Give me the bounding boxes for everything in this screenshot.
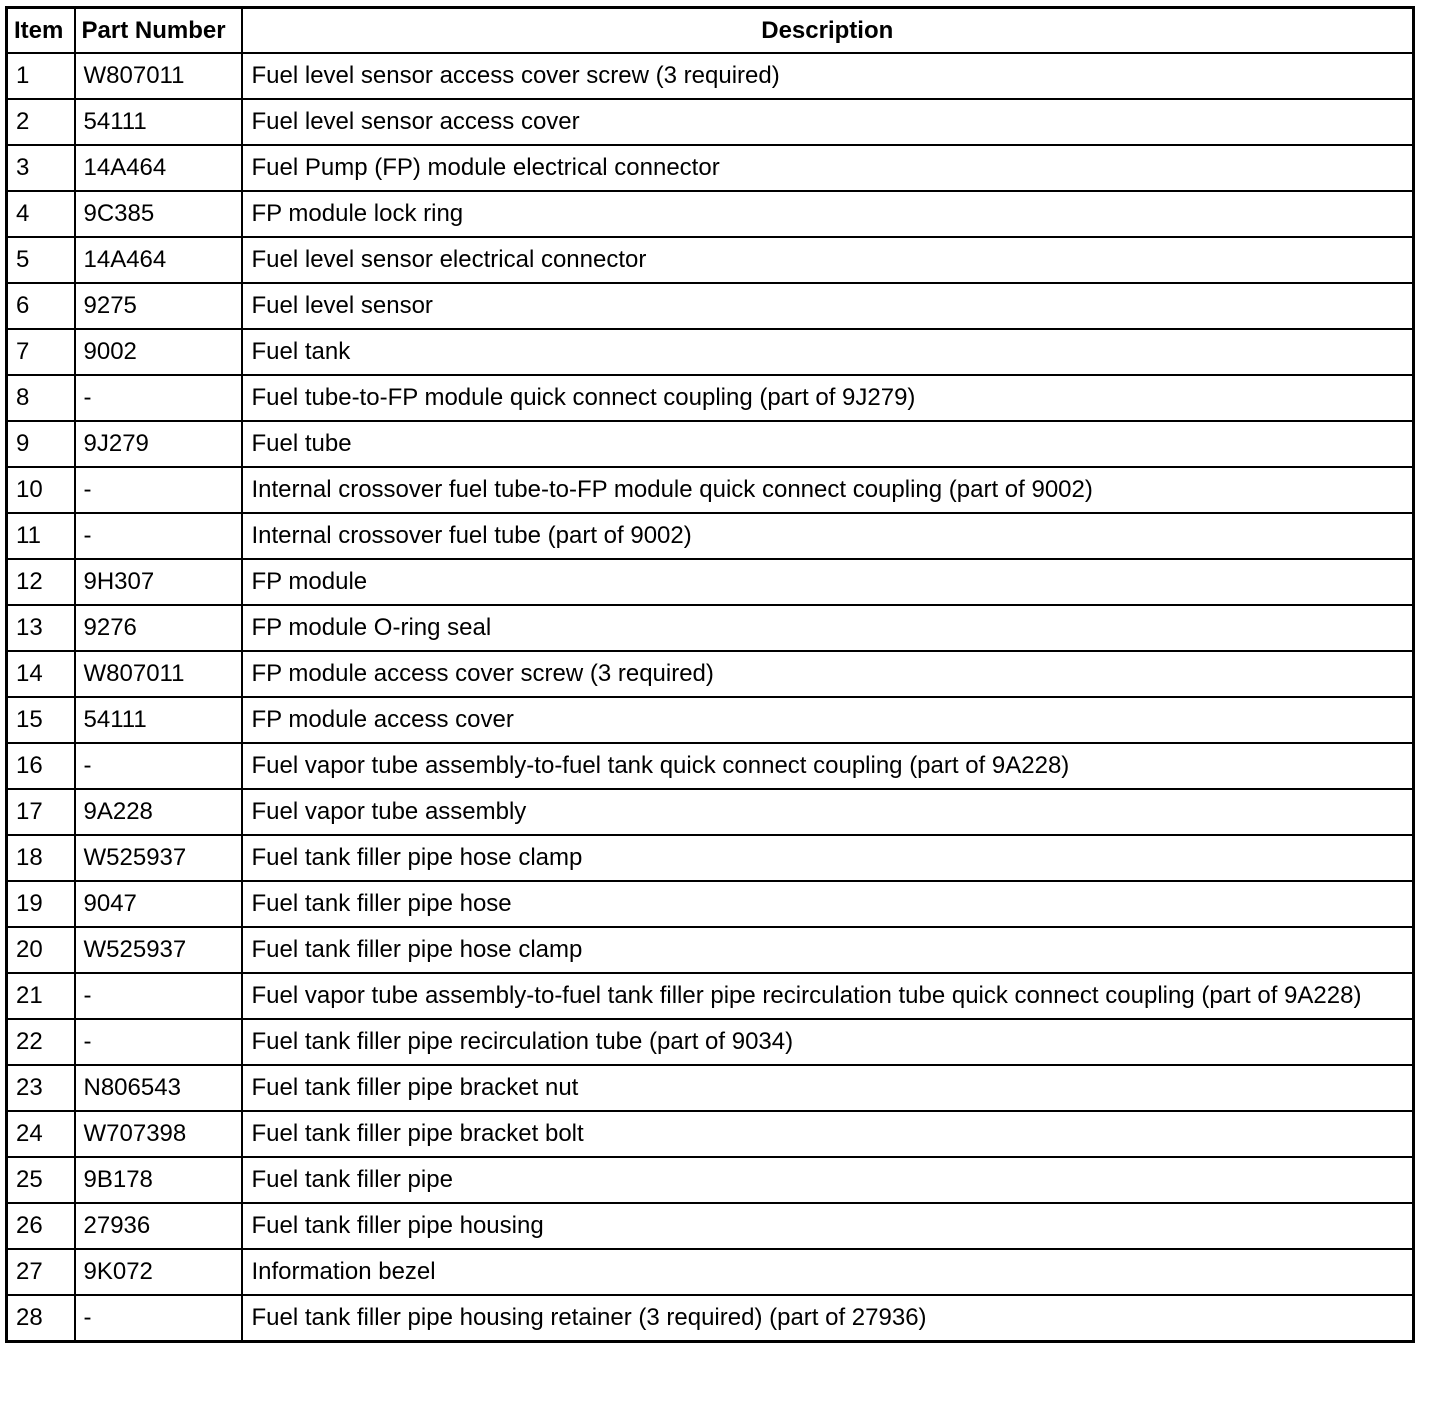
item-number-cell: 9 xyxy=(7,421,75,467)
item-number-cell: 6 xyxy=(7,283,75,329)
part-number-cell: 9276 xyxy=(75,605,242,651)
table-row xyxy=(7,1111,1414,1157)
table-row xyxy=(7,145,1414,191)
part-number-cell: - xyxy=(75,467,242,513)
part-number-cell: 9047 xyxy=(75,881,242,927)
description-cell: Fuel level sensor xyxy=(242,283,1414,329)
item-number-cell: 17 xyxy=(7,789,75,835)
part-number-cell: 9K072 xyxy=(75,1249,242,1295)
header-part-number: Part Number xyxy=(75,8,242,54)
part-number-cell: 14A464 xyxy=(75,237,242,283)
part-number-cell: 9J279 xyxy=(75,421,242,467)
item-number-cell: 12 xyxy=(7,559,75,605)
table-row xyxy=(7,237,1414,283)
table-row xyxy=(7,605,1414,651)
part-number-cell: 54111 xyxy=(75,99,242,145)
description-cell: Fuel level sensor access cover xyxy=(242,99,1414,145)
item-number-cell: 10 xyxy=(7,467,75,513)
table-row xyxy=(7,651,1414,697)
item-number-cell: 19 xyxy=(7,881,75,927)
table-row xyxy=(7,1295,1414,1342)
table-row xyxy=(7,375,1414,421)
item-number-cell: 11 xyxy=(7,513,75,559)
item-number-cell: 14 xyxy=(7,651,75,697)
table-row xyxy=(7,1249,1414,1295)
table-row xyxy=(7,835,1414,881)
part-number-cell: - xyxy=(75,1295,242,1342)
table-row xyxy=(7,1019,1414,1065)
item-number-cell: 25 xyxy=(7,1157,75,1203)
table-row xyxy=(7,881,1414,927)
part-number-cell: 9002 xyxy=(75,329,242,375)
description-cell: Fuel vapor tube assembly xyxy=(242,789,1414,835)
description-cell: FP module access cover xyxy=(242,697,1414,743)
description-cell: Fuel level sensor access cover screw (3 required) xyxy=(242,53,1414,99)
table-row xyxy=(7,1203,1414,1249)
part-number-cell: 9B178 xyxy=(75,1157,242,1203)
part-number-cell: 54111 xyxy=(75,697,242,743)
item-number-cell: 27 xyxy=(7,1249,75,1295)
description-cell: Internal crossover fuel tube-to-FP module quick connect coupling (part of 9002) xyxy=(242,467,1414,513)
item-number-cell: 26 xyxy=(7,1203,75,1249)
description-cell: Fuel tank filler pipe bracket bolt xyxy=(242,1111,1414,1157)
table-row xyxy=(7,467,1414,513)
table-body xyxy=(7,53,1414,1342)
item-number-cell: 1 xyxy=(7,53,75,99)
item-number-cell: 23 xyxy=(7,1065,75,1111)
table-row xyxy=(7,421,1414,467)
table-row xyxy=(7,973,1414,1019)
description-cell: FP module access cover screw (3 required) xyxy=(242,651,1414,697)
item-number-cell: 24 xyxy=(7,1111,75,1157)
description-cell: Fuel tank filler pipe hose xyxy=(242,881,1414,927)
item-number-cell: 5 xyxy=(7,237,75,283)
description-cell: Fuel tube xyxy=(242,421,1414,467)
part-number-cell: 27936 xyxy=(75,1203,242,1249)
part-number-cell: 9H307 xyxy=(75,559,242,605)
item-number-cell: 18 xyxy=(7,835,75,881)
header-row xyxy=(7,8,1414,54)
description-cell: Fuel tube-to-FP module quick connect coupling (part of 9J279) xyxy=(242,375,1414,421)
part-number-cell: 9C385 xyxy=(75,191,242,237)
table-row xyxy=(7,927,1414,973)
table-row xyxy=(7,191,1414,237)
item-number-cell: 28 xyxy=(7,1295,75,1342)
description-cell: Fuel Pump (FP) module electrical connector xyxy=(242,145,1414,191)
part-number-cell: 9A228 xyxy=(75,789,242,835)
description-cell: Fuel tank filler pipe hose clamp xyxy=(242,927,1414,973)
item-number-cell: 13 xyxy=(7,605,75,651)
part-number-cell: 9275 xyxy=(75,283,242,329)
part-number-cell: - xyxy=(75,743,242,789)
header-item: Item xyxy=(7,8,75,54)
part-number-cell: - xyxy=(75,973,242,1019)
part-number-cell: W525937 xyxy=(75,927,242,973)
description-cell: FP module O-ring seal xyxy=(242,605,1414,651)
description-cell: Information bezel xyxy=(242,1249,1414,1295)
table-row xyxy=(7,559,1414,605)
part-number-cell: W807011 xyxy=(75,53,242,99)
item-number-cell: 15 xyxy=(7,697,75,743)
table-row xyxy=(7,1065,1414,1111)
item-number-cell: 16 xyxy=(7,743,75,789)
item-number-cell: 8 xyxy=(7,375,75,421)
table-row xyxy=(7,53,1414,99)
description-cell: Fuel level sensor electrical connector xyxy=(242,237,1414,283)
item-number-cell: 7 xyxy=(7,329,75,375)
part-number-cell: N806543 xyxy=(75,1065,242,1111)
part-number-cell: 14A464 xyxy=(75,145,242,191)
table-header xyxy=(7,8,1414,54)
description-cell: Fuel tank filler pipe hose clamp xyxy=(242,835,1414,881)
description-cell: Fuel tank filler pipe housing retainer (3 required) (part of 27936) xyxy=(242,1295,1414,1342)
description-cell: Fuel tank xyxy=(242,329,1414,375)
description-cell: Fuel tank filler pipe recirculation tube (part of 9034) xyxy=(242,1019,1414,1065)
table-row xyxy=(7,789,1414,835)
item-number-cell: 3 xyxy=(7,145,75,191)
table-row xyxy=(7,743,1414,789)
header-description: Description xyxy=(242,8,1414,54)
description-cell: FP module xyxy=(242,559,1414,605)
description-cell: Fuel tank filler pipe housing xyxy=(242,1203,1414,1249)
table-row xyxy=(7,329,1414,375)
part-number-cell: W707398 xyxy=(75,1111,242,1157)
parts-table xyxy=(5,6,1415,1343)
description-cell: Fuel vapor tube assembly-to-fuel tank filler pipe recirculation tube quick connect coupling (part of 9A228) xyxy=(242,973,1414,1019)
table-row xyxy=(7,1157,1414,1203)
item-number-cell: 4 xyxy=(7,191,75,237)
part-number-cell: W525937 xyxy=(75,835,242,881)
table-row xyxy=(7,513,1414,559)
part-number-cell: - xyxy=(75,375,242,421)
item-number-cell: 21 xyxy=(7,973,75,1019)
item-number-cell: 20 xyxy=(7,927,75,973)
description-cell: FP module lock ring xyxy=(242,191,1414,237)
item-number-cell: 2 xyxy=(7,99,75,145)
part-number-cell: - xyxy=(75,513,242,559)
part-number-cell: W807011 xyxy=(75,651,242,697)
table-row xyxy=(7,99,1414,145)
description-cell: Fuel tank filler pipe bracket nut xyxy=(242,1065,1414,1111)
description-cell: Fuel tank filler pipe xyxy=(242,1157,1414,1203)
item-number-cell: 22 xyxy=(7,1019,75,1065)
description-cell: Fuel vapor tube assembly-to-fuel tank quick connect coupling (part of 9A228) xyxy=(242,743,1414,789)
description-cell: Internal crossover fuel tube (part of 9002) xyxy=(242,513,1414,559)
part-number-cell: - xyxy=(75,1019,242,1065)
table-row xyxy=(7,283,1414,329)
table-row xyxy=(7,697,1414,743)
